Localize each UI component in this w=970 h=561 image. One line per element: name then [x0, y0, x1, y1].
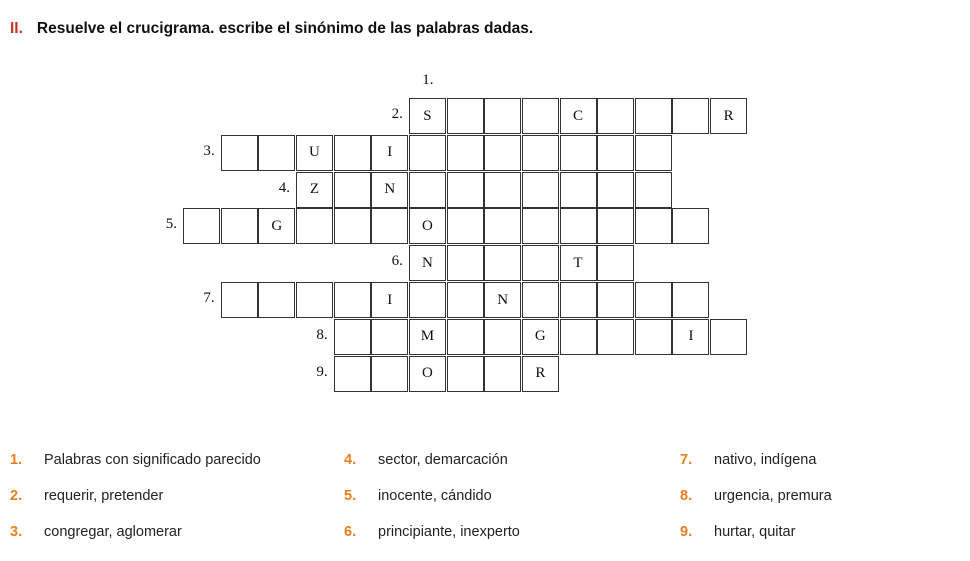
crossword-cell[interactable]: O	[409, 356, 446, 392]
clue-number-6: 6.	[391, 253, 403, 270]
crossword-cell[interactable]	[635, 319, 672, 355]
crossword-cell[interactable]	[522, 172, 559, 208]
crossword-cell[interactable]	[334, 319, 371, 355]
crossword-cell[interactable]	[371, 319, 408, 355]
clue-1: 1. Palabras con significado parecido	[10, 452, 261, 468]
heading-text: Resuelve el crucigrama. escribe el sinónimo de las palabras dadas.	[36, 20, 534, 37]
crossword-cell[interactable]	[334, 135, 371, 171]
crossword-cell[interactable]	[409, 282, 446, 318]
crossword-cell[interactable]: G	[258, 208, 295, 244]
crossword-cell[interactable]	[409, 172, 446, 208]
crossword-cell[interactable]	[522, 135, 559, 171]
crossword-cell[interactable]	[447, 172, 484, 208]
crossword-cell[interactable]	[371, 356, 408, 392]
crossword-cell[interactable]	[597, 98, 634, 134]
clue-2: 2. requerir, pretender	[10, 488, 164, 504]
crossword-cell[interactable]	[296, 208, 333, 244]
crossword-cell[interactable]	[522, 245, 559, 281]
crossword-cell[interactable]: N	[484, 282, 521, 318]
crossword-cell[interactable]	[334, 208, 371, 244]
crossword-cell[interactable]	[710, 319, 747, 355]
crossword-cell[interactable]	[672, 282, 709, 318]
crossword-cell[interactable]	[221, 282, 258, 318]
crossword-cell[interactable]	[597, 135, 634, 171]
crossword-cell[interactable]: I	[672, 319, 709, 355]
crossword-cell[interactable]	[258, 135, 295, 171]
clue-4: 4. sector, demarcación	[344, 452, 508, 468]
crossword-cell[interactable]: N	[371, 172, 408, 208]
crossword-cell[interactable]	[221, 208, 258, 244]
crossword-cell[interactable]	[447, 319, 484, 355]
crossword-cell[interactable]	[484, 135, 521, 171]
crossword-cell[interactable]	[221, 135, 258, 171]
crossword-cell[interactable]	[597, 172, 634, 208]
clue-3: 3. congregar, aglomerar	[10, 524, 182, 540]
crossword-cell[interactable]: C	[560, 98, 597, 134]
crossword-cell[interactable]	[560, 135, 597, 171]
crossword-cell[interactable]	[635, 172, 672, 208]
clue-6: 6. principiante, inexperto	[344, 524, 520, 540]
crossword-cell[interactable]	[522, 98, 559, 134]
crossword-cell[interactable]	[635, 208, 672, 244]
crossword-cell[interactable]	[447, 356, 484, 392]
crossword-cell[interactable]	[597, 208, 634, 244]
crossword-cell[interactable]: N	[409, 245, 446, 281]
crossword-cell[interactable]	[447, 245, 484, 281]
clue-5: 5. inocente, cándido	[344, 488, 492, 504]
clue-number-3: 3.	[203, 142, 215, 159]
clue-8: 8. urgencia, premura	[680, 488, 832, 504]
crossword-cell[interactable]	[560, 319, 597, 355]
crossword-cell[interactable]: O	[409, 208, 446, 244]
crossword-cell[interactable]: G	[522, 319, 559, 355]
crossword-cell[interactable]	[334, 356, 371, 392]
crossword-cell[interactable]	[635, 98, 672, 134]
crossword-cell[interactable]	[597, 245, 634, 281]
crossword-cell[interactable]	[371, 208, 408, 244]
crossword-cell[interactable]	[672, 208, 709, 244]
crossword-cell[interactable]	[484, 245, 521, 281]
crossword-cell[interactable]	[635, 282, 672, 318]
crossword-cell[interactable]	[447, 135, 484, 171]
crossword-cell[interactable]	[484, 172, 521, 208]
crossword-cell[interactable]: T	[560, 245, 597, 281]
crossword-cell[interactable]	[522, 208, 559, 244]
crossword-cell[interactable]	[672, 98, 709, 134]
crossword-cell[interactable]: M	[409, 319, 446, 355]
clue-number-1: 1.	[422, 72, 434, 88]
crossword-cell[interactable]	[484, 319, 521, 355]
crossword-cell[interactable]	[334, 282, 371, 318]
crossword-cell[interactable]	[183, 208, 220, 244]
clue-7: 7. nativo, indígena	[680, 452, 817, 468]
crossword-cell[interactable]	[560, 282, 597, 318]
clue-number-4: 4.	[278, 179, 290, 196]
clue-number-8: 8.	[316, 326, 328, 343]
crossword-cell[interactable]	[597, 282, 634, 318]
clue-number-7: 7.	[203, 290, 215, 306]
crossword-cell[interactable]	[334, 172, 371, 208]
clue-number-9: 9.	[316, 363, 328, 380]
clue-9: 9. hurtar, quitar	[680, 524, 796, 540]
crossword-cell[interactable]	[597, 319, 634, 355]
crossword-cell[interactable]: R	[710, 98, 747, 134]
crossword-cell[interactable]	[484, 98, 521, 134]
crossword-cell[interactable]: Z	[296, 172, 333, 208]
crossword-cell[interactable]	[484, 208, 521, 244]
crossword-cell[interactable]	[447, 208, 484, 244]
crossword-cell[interactable]	[560, 208, 597, 244]
crossword-cell[interactable]	[635, 135, 672, 171]
crossword-cell[interactable]	[484, 356, 521, 392]
section-number: II.	[10, 20, 23, 37]
crossword-cell[interactable]: R	[522, 356, 559, 392]
crossword-cell[interactable]	[258, 282, 295, 318]
crossword-cell[interactable]	[522, 282, 559, 318]
crossword-cell[interactable]: I	[371, 135, 408, 171]
clue-number-5: 5.	[165, 216, 177, 233]
crossword-cell[interactable]: S	[409, 98, 446, 134]
crossword-cell[interactable]	[447, 282, 484, 318]
crossword-cell[interactable]: U	[296, 135, 333, 171]
crossword-cell[interactable]	[409, 135, 446, 171]
crossword-cell[interactable]	[560, 172, 597, 208]
crossword-cell[interactable]	[447, 98, 484, 134]
crossword-cell[interactable]: I	[371, 282, 408, 318]
clue-number-2: 2.	[391, 106, 403, 122]
crossword-cell[interactable]	[296, 282, 333, 318]
